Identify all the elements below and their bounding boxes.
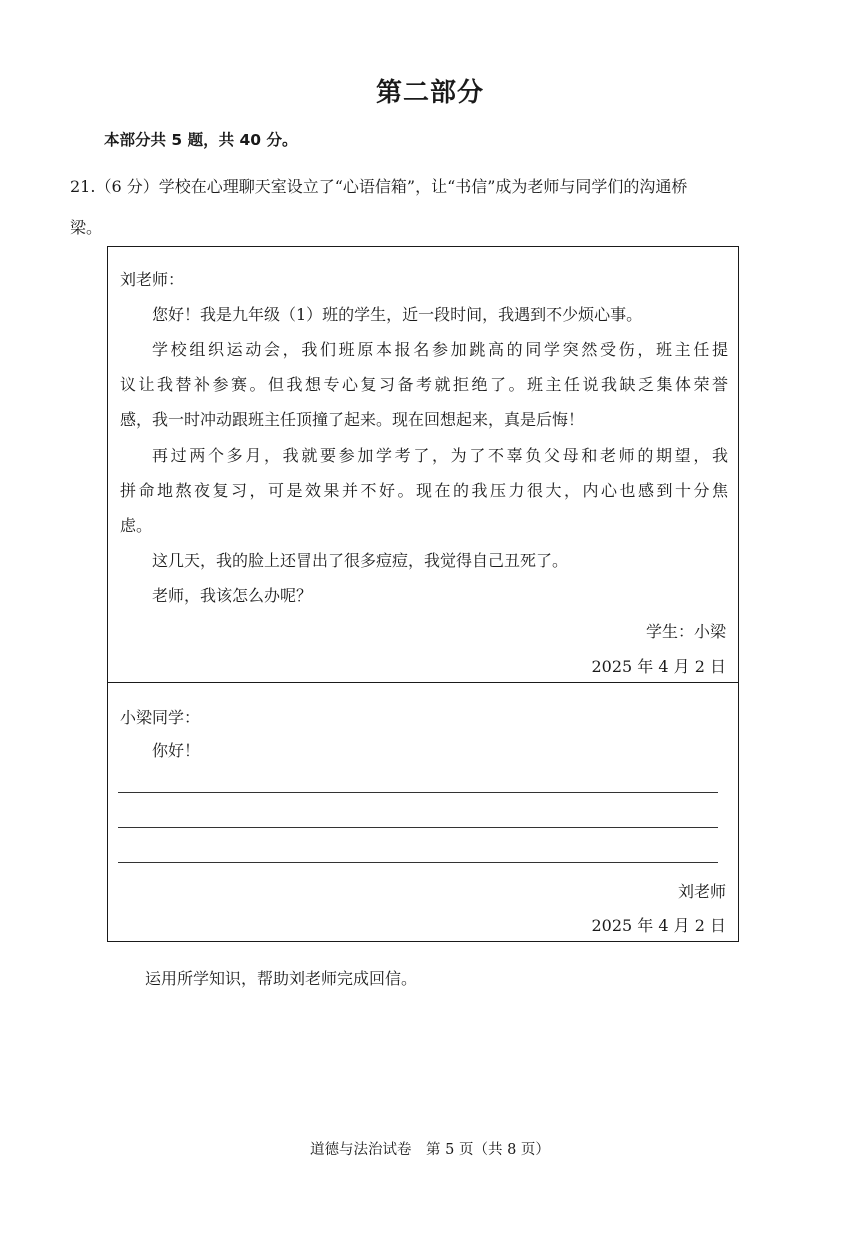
section-intro: 本部分共 5 题，共 40 分。 bbox=[104, 131, 298, 149]
page-footer: 道德与法治试卷 第 5 页（共 8 页） bbox=[310, 1142, 550, 1158]
section-title: 第二部分 bbox=[375, 78, 484, 108]
reply-signature: 刘老师 bbox=[677, 882, 726, 901]
student-letter-date: 2025 年 4 月 2 日 bbox=[591, 657, 726, 676]
letter-divider bbox=[108, 682, 738, 683]
student-letter-salutation: 刘老师： bbox=[120, 270, 185, 289]
student-letter-line: 拼命地熬夜复习，可是效果并不好。现在的我压力很大，内心也感到十分焦 bbox=[120, 481, 728, 500]
reply-salutation: 小梁同学： bbox=[120, 708, 201, 727]
student-letter-line: 这几天，我的脸上还冒出了很多痘痘，我觉得自己丑死了。 bbox=[152, 551, 569, 570]
answer-line bbox=[118, 862, 718, 863]
reply-greeting: 你好！ bbox=[152, 741, 201, 760]
question-instruction: 运用所学知识，帮助刘老师完成回信。 bbox=[145, 969, 418, 988]
question-stem-line-1: 21.（6 分）学校在心理聊天室设立了“心语信箱”，让“书信”成为老师与同学们的沟通桥 bbox=[70, 177, 688, 196]
student-letter-line: 老师，我该怎么办呢？ bbox=[152, 586, 313, 605]
question-stem-line-2: 梁。 bbox=[70, 218, 103, 237]
letter-box bbox=[107, 246, 739, 942]
student-letter-line: 学校组织运动会，我们班原本报名参加跳高的同学突然受伤，班主任提 bbox=[152, 340, 728, 359]
student-letter-line: 虑。 bbox=[120, 516, 153, 535]
student-letter-line: 再过两个多月，我就要参加学考了，为了不辜负父母和老师的期望，我 bbox=[152, 446, 728, 465]
student-letter-line: 感，我一时冲动跟班主任顶撞了起来。现在回想起来，真是后悔！ bbox=[120, 410, 585, 429]
student-letter-signature: 学生：小梁 bbox=[645, 622, 726, 641]
reply-date: 2025 年 4 月 2 日 bbox=[591, 916, 726, 935]
answer-line bbox=[118, 792, 718, 793]
student-letter-line: 您好！我是九年级（1）班的学生，近一段时间，我遇到不少烦心事。 bbox=[152, 305, 643, 324]
answer-line bbox=[118, 827, 718, 828]
student-letter-line: 议让我替补参赛。但我想专心复习备考就拒绝了。班主任说我缺乏集体荣誉 bbox=[120, 375, 728, 394]
